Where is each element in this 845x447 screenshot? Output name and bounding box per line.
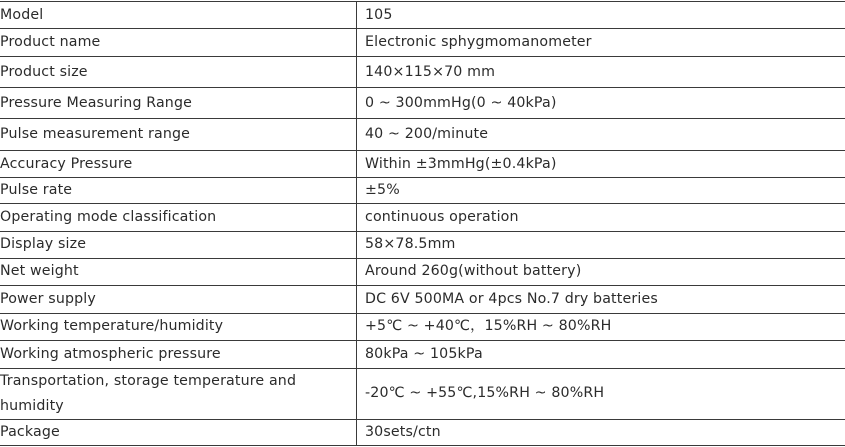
- table-row: [0, 2, 845, 29]
- spec-label: Accuracy Pressure: [0, 151, 357, 178]
- spec-value: 80kPa ~ 105kPa: [357, 340, 845, 368]
- spec-value: 58×78.5mm: [357, 231, 845, 258]
- spec-label: Net weight: [0, 258, 357, 285]
- spec-value: ±5%: [357, 178, 845, 204]
- spec-label: Power supply: [0, 285, 357, 313]
- table-row: [0, 178, 845, 204]
- spec-value: Around 260g(without battery): [357, 258, 845, 285]
- table-row: [0, 285, 845, 313]
- spec-label: Product name: [0, 29, 357, 57]
- table-row: [0, 258, 845, 285]
- spec-label: Pulse rate: [0, 178, 357, 204]
- spec-value: Electronic sphygmomanometer: [357, 29, 845, 57]
- spec-value: Within ±3mmHg(±0.4kPa): [357, 151, 845, 178]
- spec-value: 140×115×70 mm: [357, 57, 845, 88]
- spec-label: Pressure Measuring Range: [0, 88, 357, 119]
- spec-label: Pulse measurement range: [0, 119, 357, 151]
- table-row: [0, 88, 845, 119]
- spec-label: Product size: [0, 57, 357, 88]
- table-row: [0, 57, 845, 88]
- spec-label: Transportation, storage temperature and humidity: [0, 368, 357, 419]
- spec-value: 0 ~ 300mmHg(0 ~ 40kPa): [357, 88, 845, 119]
- table-row: [0, 419, 845, 445]
- table-row: [0, 203, 845, 231]
- spec-value: +5℃ ~ +40℃，15%RH ~ 80%RH: [357, 313, 845, 340]
- spec-label: Working atmospheric pressure: [0, 340, 357, 368]
- spec-value: DC 6V 500MA or 4pcs No.7 dry batteries: [357, 285, 845, 313]
- spec-label: Operating mode classification: [0, 203, 357, 231]
- spec-value: continuous operation: [357, 203, 845, 231]
- spec-label: Working temperature/humidity: [0, 313, 357, 340]
- table-row: [0, 29, 845, 57]
- spec-value: 30sets/ctn: [357, 419, 845, 445]
- table-row: [0, 119, 845, 151]
- table-row: [0, 313, 845, 340]
- specification-table: [0, 1, 845, 446]
- spec-value: -20℃ ~ +55℃,15%RH ~ 80%RH: [357, 368, 845, 419]
- spec-label: Model: [0, 2, 357, 29]
- spec-value: 105: [357, 2, 845, 29]
- spec-label: Display size: [0, 231, 357, 258]
- table-row: [0, 231, 845, 258]
- table-row: [0, 368, 845, 419]
- spec-label: Package: [0, 419, 357, 445]
- table-row: [0, 340, 845, 368]
- spec-value: 40 ~ 200/minute: [357, 119, 845, 151]
- table-row: [0, 151, 845, 178]
